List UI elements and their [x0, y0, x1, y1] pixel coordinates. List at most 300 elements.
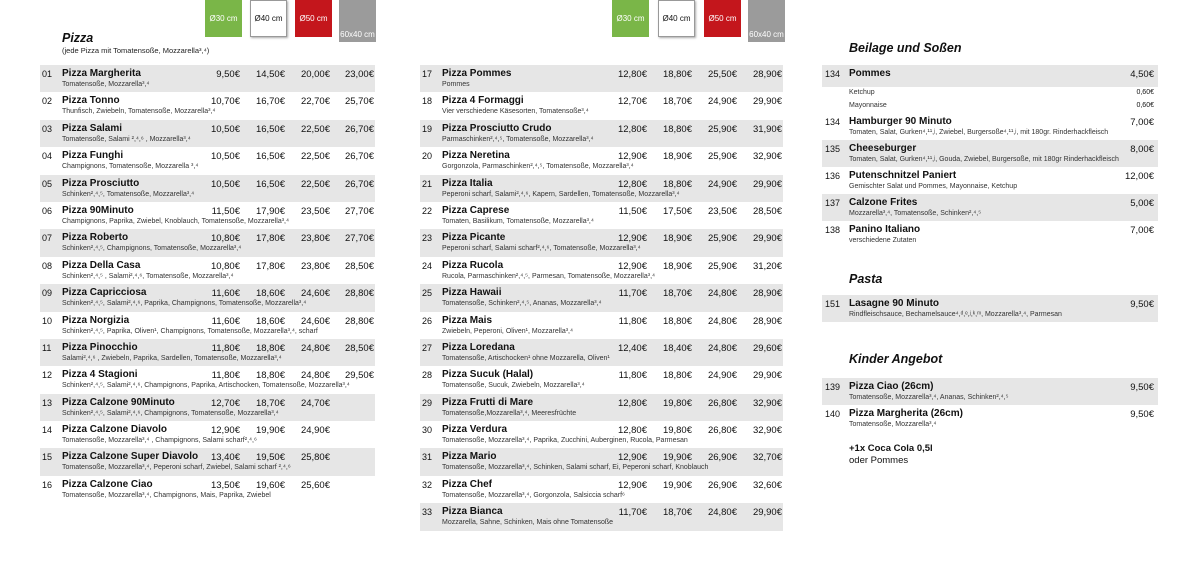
item-number: 09 [42, 288, 53, 299]
menu-item-row [40, 476, 375, 503]
item-price: 12,90€ [617, 233, 647, 245]
item-number: 137 [825, 198, 841, 208]
menu-item-row [40, 229, 375, 256]
item-price: 24,80€ [707, 507, 737, 519]
item-price: 11,50€ [618, 205, 647, 217]
item-description: Peperoni scharf, Salami scharf²,⁴,⁶, Tomatensoße, Mozzarella³,⁴ [442, 245, 641, 253]
menu-item-row [420, 312, 783, 339]
item-number: 140 [825, 409, 841, 419]
item-name: Pizza Prosciutto Crudo [442, 122, 552, 134]
item-price: 24,70€ [300, 397, 330, 409]
item-price: 25,80€ [300, 452, 330, 464]
item-price: 32,90€ [752, 151, 782, 163]
kinder-note [849, 443, 933, 467]
item-description: Salami²,⁴,⁶ , Zwiebeln, Paprika, Sardellen, Tomatensoße, Mozzarella³,⁴ [62, 354, 282, 362]
item-description: Tomatensoße, Sucuk, Zwiebeln, Mozzarella³,⁴ [442, 382, 585, 390]
item-price: 19,90€ [662, 452, 692, 464]
item-number: 26 [422, 315, 433, 326]
item-description: Mozzarella³,⁴, Tomatensoße, Schinken²,⁴,⁵ [849, 210, 982, 217]
item-price: 25,60€ [300, 479, 330, 491]
item-price: 25,70€ [344, 96, 374, 108]
menu-item-row [40, 366, 375, 393]
menu-item-row [822, 378, 1158, 405]
item-price: 11,60€ [211, 288, 240, 300]
item-price: 9,50€ [1130, 409, 1154, 420]
item-description: Parmaschinken²,⁴,⁵, Tomatensoße, Mozzarella³,⁴ [442, 135, 594, 143]
item-price: 12,80€ [617, 123, 647, 135]
item-number: 24 [422, 260, 433, 271]
item-price: 10,80€ [210, 260, 240, 272]
item-price: 26,70€ [344, 151, 374, 163]
item-number: 136 [825, 171, 841, 181]
menu-item-row [822, 100, 1158, 113]
menu-item-row [40, 147, 375, 174]
item-price: 10,50€ [210, 178, 240, 190]
item-price: 25,50€ [707, 69, 737, 80]
item-description: Schinken²,⁴,⁵, Salami²,⁴,⁶, Paprika, Champignons, Tomatensoße, Mozzarella³,⁴ [62, 300, 307, 308]
item-name: Pizza Salami [62, 122, 123, 134]
item-number: 13 [42, 397, 53, 408]
item-number: 134 [825, 69, 841, 79]
menu-item-row [40, 312, 375, 339]
item-price: 29,90€ [752, 233, 782, 245]
item-number: 27 [422, 342, 433, 353]
kinder-list [822, 378, 1158, 432]
beilage-list [822, 65, 1158, 248]
item-name: Putenschnitzel Paniert [849, 170, 957, 181]
item-price: 18,90€ [662, 151, 692, 163]
kinder-note-line1: +1x Coca Cola 0,5l [849, 443, 933, 454]
item-price: 29,50€ [344, 370, 374, 382]
item-price: 29,60€ [752, 342, 782, 354]
item-description: Tomaten, Basilikum, Tomatensoße, Mozzarella³,⁴ [442, 217, 594, 225]
item-name: Pizza Ciao (26cm) [849, 381, 934, 392]
item-price: 32,90€ [752, 397, 782, 409]
item-price: 9,50€ [1130, 299, 1154, 310]
item-price: 0,60€ [1136, 89, 1154, 96]
item-number: 32 [422, 479, 433, 490]
item-name: Calzone Frites [849, 197, 918, 208]
item-name: Pizza Loredana [442, 341, 515, 353]
item-price: 25,90€ [707, 233, 737, 245]
item-price: 25,90€ [707, 260, 737, 272]
item-price: 28,80€ [344, 288, 374, 300]
pasta-list [822, 295, 1158, 322]
size-badge-30: Ø30 cm [612, 0, 649, 37]
item-number: 21 [422, 178, 433, 189]
item-name: Pizza Verdura [442, 424, 508, 436]
item-description: verschiedene Zutaten [849, 237, 917, 244]
item-price: 4,50€ [1130, 69, 1154, 80]
item-price: 13,40€ [210, 452, 240, 464]
item-number: 01 [42, 69, 53, 79]
menu-item-row [40, 339, 375, 366]
item-description: Tomatensoße, Schinken²,⁴,⁵, Ananas, Mozzarella³,⁴ [442, 300, 602, 308]
item-name: Pizza Margherita [62, 68, 141, 79]
pizza-list-middle [420, 65, 783, 531]
kinder-note-line2: oder Pommes [849, 455, 909, 466]
item-description: Tomatensoße,Mozzarella³,⁴, Meeresfrüchte [442, 409, 577, 417]
item-price: 24,60€ [300, 315, 330, 327]
item-price: 24,80€ [300, 370, 330, 382]
size-header-left [205, 0, 375, 37]
item-name: Pizza Capricciosa [62, 287, 147, 299]
item-name: Pizza Rucola [442, 259, 504, 271]
item-price: 9,50€ [216, 69, 240, 80]
item-price: 12,70€ [210, 397, 240, 409]
item-price: 7,00€ [1130, 117, 1154, 128]
item-price: 18,80€ [662, 69, 692, 80]
item-name: Pizza Bianca [442, 506, 503, 518]
item-description: Rindfleischsauce, Bechamelsauce⁴,ᵈ,ᵉ,ʲ,ᵏ,ᵐ, Mozzarella³,⁴, Parmesan [849, 311, 1062, 318]
item-price: 19,90€ [255, 425, 285, 437]
item-name: Pizza Calzone Diavolo [62, 424, 168, 436]
item-price: 18,70€ [662, 288, 692, 300]
item-description: Vier verschiedene Käsesorten, Tomatensoße³,⁴ [442, 108, 589, 116]
item-number: 20 [422, 151, 433, 162]
item-price: 24,80€ [707, 315, 737, 327]
item-number: 33 [422, 507, 433, 518]
item-price: 19,60€ [255, 479, 285, 491]
kinder-section-title: Kinder Angebot [849, 352, 943, 366]
item-price: 17,80€ [255, 233, 285, 245]
item-name: Pizza Tonno [62, 95, 120, 107]
item-price: 12,70€ [617, 96, 647, 108]
item-description: Tomatensoße, Artischocken¹ ohne Mozzarella, Oliven¹ [442, 354, 610, 362]
item-price: 26,70€ [344, 123, 374, 135]
pizza-section-subtitle: (jede Pizza mit Tomatensoße, Mozzarella³,⁴) [62, 46, 210, 55]
item-number: 139 [825, 382, 841, 392]
item-name: Pizza Frutti di Mare [442, 396, 534, 408]
menu-item-row [40, 421, 375, 448]
item-number: 04 [42, 151, 53, 162]
item-price: 26,80€ [707, 397, 737, 409]
item-number: 28 [422, 370, 433, 381]
pizza-list-left [40, 65, 375, 503]
item-number: 19 [422, 123, 433, 134]
item-price: 29,90€ [752, 370, 782, 382]
size-badge-40: Ø40 cm [658, 0, 695, 37]
item-price: 25,90€ [707, 151, 737, 163]
menu-item-row [822, 295, 1158, 322]
menu-item-row [420, 476, 783, 503]
item-number: 14 [42, 425, 53, 436]
item-name: Pizza Prosciutto [62, 177, 140, 189]
item-price: 11,80€ [618, 370, 647, 382]
item-price: 24,80€ [707, 288, 737, 300]
item-description: Zwiebeln, Peperoni, Oliven¹, Mozzarella³,⁴ [442, 327, 574, 335]
item-price: 26,90€ [707, 479, 737, 491]
menu-item-row [40, 284, 375, 311]
item-price: 19,90€ [662, 479, 692, 491]
item-price: 27,70€ [344, 233, 374, 245]
item-price: 12,80€ [617, 178, 647, 190]
menu-item-row [40, 394, 375, 421]
pizza-section-title: Pizza [62, 31, 94, 45]
size-badge-60x40: 60x40 cm [339, 0, 376, 42]
item-price: 12,80€ [617, 425, 647, 437]
item-price: 28,90€ [752, 315, 782, 327]
item-price: 18,80€ [255, 370, 285, 382]
menu-item-row [420, 175, 783, 202]
item-price: 11,70€ [618, 507, 647, 519]
item-price: 12,90€ [617, 151, 647, 163]
item-description: Tomatensoße, Mozzarella³,⁴, Ananas, Schinken²,⁴,⁵ [849, 394, 1009, 401]
item-description: Schinken²,⁴,⁵, Tomatensoße, Mozzarella³,⁴ [62, 190, 195, 198]
item-name: Pizza Calzone 90Minuto [62, 396, 175, 408]
menu-item-row [420, 503, 783, 530]
item-description: Gemischter Salat und Pommes, Mayonnaise, Ketchup [849, 183, 1018, 190]
item-price: 18,80€ [255, 342, 285, 354]
menu-item-row [40, 120, 375, 147]
item-price: 10,50€ [210, 151, 240, 163]
item-price: 25,90€ [707, 123, 737, 135]
menu-item-row [822, 221, 1158, 248]
item-price: 28,50€ [752, 205, 782, 217]
item-description: Tomatensoße, Mozzarella³,⁴, Champignons, Mais, Paprika, Zwiebel [62, 491, 271, 499]
item-description: Schinken²,⁴,⁵, Salami²,⁴,⁶, Champignons, Paprika, Artischocken, Tomatensoße, Mozzarella³,⁴ [62, 382, 350, 390]
size-header-mid [612, 0, 787, 37]
menu-item-row [420, 448, 783, 475]
item-price: 11,80€ [211, 370, 240, 382]
item-price: 18,70€ [662, 96, 692, 108]
item-price: 31,90€ [752, 123, 782, 135]
item-price: 18,60€ [255, 315, 285, 327]
item-price: 20,00€ [300, 69, 330, 80]
item-price: 19,50€ [255, 452, 285, 464]
item-number: 12 [42, 370, 53, 381]
item-description: Schinken²,⁴,⁵, Champignons, Tomatensoße, Mozzarella³,⁴ [62, 245, 242, 253]
item-description: Schinken²,⁴,⁵, Paprika, Oliven¹, Champignons, Tomatensoße, Mozzarella³,⁴, scharf [62, 327, 318, 335]
item-name: Cheeseburger [849, 143, 917, 154]
item-description: Tomatensoße, Mozzarella³,⁴ , Champignons, Salami scharf²,⁴,⁶ [62, 437, 257, 445]
menu-item-row [822, 167, 1158, 194]
item-price: 12,90€ [210, 425, 240, 437]
item-price: 12,90€ [617, 479, 647, 491]
item-number: 15 [42, 452, 53, 463]
menu-item-row [40, 257, 375, 284]
item-price: 18,60€ [255, 288, 285, 300]
menu-item-row [420, 366, 783, 393]
item-name: Pommes [849, 68, 891, 79]
item-price: 27,70€ [344, 205, 374, 217]
item-number: 08 [42, 260, 53, 271]
item-price: 31,20€ [752, 260, 782, 272]
menu-item-row [822, 87, 1158, 100]
item-description: Rucola, Parmaschinken²,⁴,⁵, Parmesan, Tomatensoße, Mozzarella³,⁴ [442, 272, 656, 280]
item-price: 19,80€ [662, 425, 692, 437]
menu-item-row [822, 140, 1158, 167]
item-price: 28,50€ [344, 342, 374, 354]
item-price: 29,90€ [752, 178, 782, 190]
item-number: 07 [42, 233, 53, 244]
item-name: Pizza Margherita (26cm) [849, 408, 963, 419]
item-price: 32,90€ [752, 425, 782, 437]
item-price: 5,00€ [1130, 198, 1154, 209]
item-price: 18,80€ [662, 178, 692, 190]
item-description: Champignons, Paprika, Zwiebel, Knoblauch, Tomatensoße, Mozzarella³,⁴ [62, 217, 289, 225]
size-badge-50: Ø50 cm [295, 0, 332, 37]
item-price: 18,90€ [662, 233, 692, 245]
item-price: 12,00€ [1124, 171, 1154, 182]
item-name: Lasagne 90 Minuto [849, 298, 940, 309]
item-price: 22,50€ [300, 151, 330, 163]
item-price: 23,50€ [300, 205, 330, 217]
item-price: 0,60€ [1136, 102, 1154, 109]
item-name: Pizza Neretina [442, 150, 510, 162]
item-price: 28,50€ [344, 260, 374, 272]
item-price: 18,80€ [662, 123, 692, 135]
item-price: 10,80€ [210, 233, 240, 245]
menu-item-row [420, 65, 783, 92]
item-price: 12,80€ [617, 69, 647, 80]
item-description: Tomatensoße, Mozzarella³,⁴, Peperoni scharf, Zwiebel, Salami scharf ²,⁴,⁶ [62, 464, 291, 472]
menu-item-row [822, 194, 1158, 221]
item-number: 29 [422, 397, 433, 408]
menu-item-row [420, 339, 783, 366]
menu-item-row [40, 92, 375, 119]
item-name: Pizza Italia [442, 177, 493, 189]
menu-item-row [420, 147, 783, 174]
item-price: 28,90€ [752, 288, 782, 300]
item-number: 135 [825, 144, 841, 154]
item-number: 02 [42, 96, 53, 107]
menu-item-row [40, 175, 375, 202]
item-description: Tomatensoße, Mozzarella³,⁴, Schinken, Salami scharf, Ei, Peperoni scharf, Knoblauch [442, 464, 709, 472]
item-price: 7,00€ [1130, 225, 1154, 236]
item-price: 11,80€ [618, 315, 647, 327]
item-name: Panino Italiano [849, 224, 921, 235]
item-price: 28,90€ [752, 69, 782, 80]
item-name: Pizza Funghi [62, 150, 124, 162]
item-price: 26,90€ [707, 452, 737, 464]
item-price: 18,40€ [662, 342, 692, 354]
item-name: Pizza 90Minuto [62, 204, 134, 216]
item-price: 32,70€ [752, 452, 782, 464]
menu-item-row [40, 202, 375, 229]
item-price: 9,50€ [1130, 382, 1154, 393]
menu-item-row [420, 120, 783, 147]
item-price: 26,70€ [344, 178, 374, 190]
item-number: 06 [42, 205, 53, 216]
item-price: 24,90€ [300, 425, 330, 437]
item-price: 23,50€ [707, 205, 737, 217]
item-name: Pizza Pommes [442, 68, 512, 79]
beilage-section-title: Beilage und Soßen [849, 41, 962, 55]
size-badge-30: Ø30 cm [205, 0, 242, 37]
item-price: 22,50€ [300, 178, 330, 190]
item-price: 14,50€ [255, 69, 285, 80]
item-description: Champignons, Tomatensoße, Mozzarella ³,⁴ [62, 163, 199, 171]
item-number: 30 [422, 425, 433, 436]
item-name: Pizza Calzone Super Diavolo [62, 451, 199, 463]
item-number: 16 [42, 479, 53, 490]
item-name: Hamburger 90 Minuto [849, 116, 952, 127]
item-number: 18 [422, 96, 433, 107]
item-name: Pizza 4 Stagioni [62, 369, 138, 381]
item-price: 11,50€ [211, 205, 240, 217]
menu-item-row [822, 405, 1158, 432]
item-name: Pizza Mais [442, 314, 493, 326]
item-number: 17 [422, 69, 433, 79]
item-name: Pizza Calzone Ciao [62, 478, 153, 490]
item-price: 16,50€ [255, 178, 285, 190]
item-number: 138 [825, 225, 841, 235]
item-name: Pizza Mario [442, 451, 497, 463]
item-name: Pizza Sucuk (Halal) [442, 369, 534, 381]
item-description: Tomatensoße, Salami ²,⁴,⁶ , Mozzarella³,⁴ [62, 135, 191, 143]
item-description: Thunfisch, Zwiebeln, Tomatensoße, Mozzarella³,⁴ [62, 108, 216, 116]
item-name: Pizza Picante [442, 232, 506, 244]
size-badge-40: Ø40 cm [250, 0, 287, 37]
item-price: 22,50€ [300, 123, 330, 135]
menu-item-row [420, 257, 783, 284]
item-number: 23 [422, 233, 433, 244]
item-description: Tomaten, Salat, Gurken⁴,¹¹,ʲ, Gouda, Zwiebel, Burgersoße, mit 180gr Rinderhackfleisch [849, 156, 1119, 163]
item-number: 03 [42, 123, 53, 134]
item-description: Tomatensoße, Mozzarella³,⁴, Paprika, Zucchini, Auberginen, Rucola, Parmesan [442, 437, 688, 445]
item-price: 11,80€ [211, 342, 240, 354]
item-description: Pommes [442, 81, 470, 88]
item-price: 13,50€ [210, 479, 240, 491]
item-name: Pizza Hawaii [442, 287, 502, 299]
item-price: 16,50€ [255, 151, 285, 163]
item-description: Tomatensoße, Mozzarella³,⁴, Gorgonzola, Salsiccia scharf⁶ [442, 491, 625, 499]
item-description: Mayonnaise [849, 102, 887, 109]
item-price: 18,70€ [662, 507, 692, 519]
item-price: 17,90€ [255, 205, 285, 217]
menu-item-row [40, 65, 375, 92]
item-number: 22 [422, 205, 433, 216]
item-name: Pizza Caprese [442, 204, 510, 216]
item-name: Pizza Roberto [62, 232, 129, 244]
item-price: 23,80€ [300, 260, 330, 272]
item-price: 16,50€ [255, 123, 285, 135]
item-description: Tomaten, Salat, Gurken⁴,¹¹,ʲ, Zwiebel, Burgersoße⁴,¹¹,ʲ, mit 180gr. Rinderhackfleisch [849, 129, 1109, 136]
item-price: 17,80€ [255, 260, 285, 272]
item-price: 28,80€ [344, 315, 374, 327]
item-price: 26,80€ [707, 425, 737, 437]
item-price: 22,70€ [300, 96, 330, 108]
item-price: 12,90€ [617, 452, 647, 464]
item-price: 10,50€ [210, 123, 240, 135]
item-price: 10,70€ [210, 96, 240, 108]
item-number: 10 [42, 315, 53, 326]
menu-item-row [420, 202, 783, 229]
item-price: 18,80€ [662, 370, 692, 382]
item-price: 11,70€ [618, 288, 647, 300]
item-price: 29,90€ [752, 507, 782, 519]
item-number: 05 [42, 178, 53, 189]
item-price: 18,70€ [255, 397, 285, 409]
item-description: Mozzarella, Sahne, Schinken, Mais ohne Tomatensoße [442, 519, 614, 527]
item-price: 12,80€ [617, 397, 647, 409]
item-number: 151 [825, 299, 841, 309]
item-price: 24,90€ [707, 178, 737, 190]
item-description: Peperoni scharf, Salami²,⁴,⁶, Kapern, Sardellen, Tomatensoße, Mozzarella³,⁴ [442, 190, 680, 198]
item-price: 12,90€ [617, 260, 647, 272]
item-number: 134 [825, 117, 841, 127]
size-badge-50: Ø50 cm [704, 0, 741, 37]
item-price: 19,80€ [662, 397, 692, 409]
item-price: 17,50€ [662, 205, 692, 217]
item-description: Ketchup [849, 89, 875, 96]
item-name: Pizza Della Casa [62, 259, 141, 271]
item-price: 11,60€ [211, 315, 240, 327]
item-price: 24,80€ [707, 342, 737, 354]
item-name: Pizza 4 Formaggi [442, 95, 524, 107]
pasta-section-title: Pasta [849, 272, 883, 286]
